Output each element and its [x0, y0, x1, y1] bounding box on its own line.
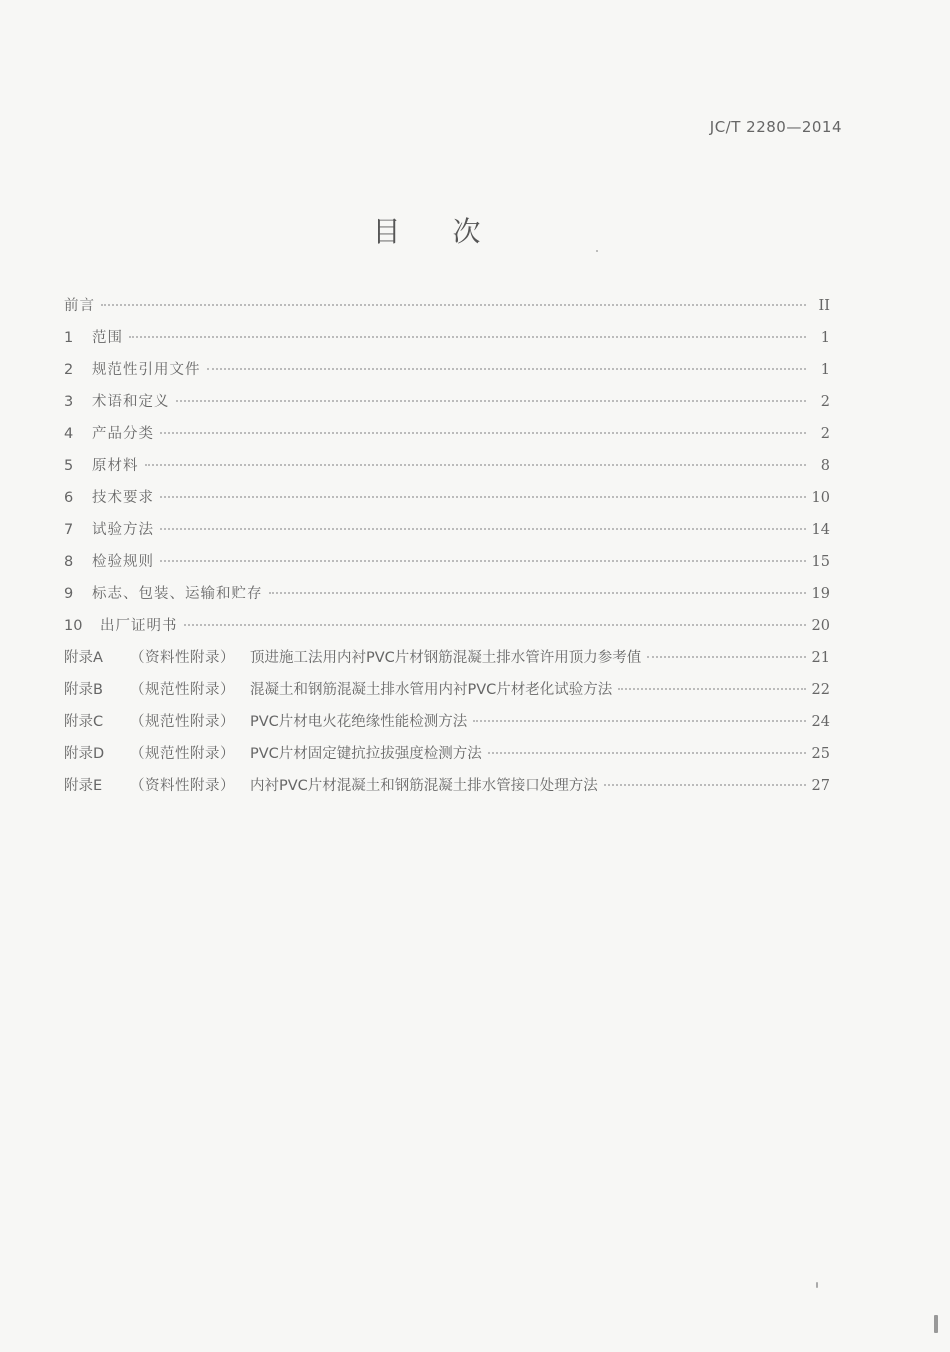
scan-speck	[816, 1282, 818, 1288]
dot-leader	[101, 304, 806, 306]
toc-entry-number: 9	[64, 586, 74, 602]
toc-entry-page: 19	[811, 586, 830, 602]
appendix-title: PVC片材电火花绝缘性能检测方法	[250, 714, 468, 730]
appendix-type: （资料性附录）	[130, 650, 235, 666]
dot-leader	[176, 400, 807, 402]
toc-entry-label: 标志、包装、运输和贮存	[92, 586, 263, 602]
toc-entry-10[interactable]	[64, 614, 830, 646]
dot-leader	[184, 624, 806, 626]
toc-entry-3[interactable]	[64, 390, 830, 422]
toc-entry-1[interactable]	[64, 326, 830, 358]
dot-leader	[160, 432, 806, 434]
toc-entry-appendix-e[interactable]	[64, 774, 830, 806]
appendix-type: （规范性附录）	[130, 746, 235, 762]
toc-entry-page: 21	[811, 650, 830, 666]
appendix-title: PVC片材固定键抗拉拔强度检测方法	[250, 746, 482, 762]
toc-entry-page: 15	[811, 554, 830, 570]
toc-entry-page: 24	[811, 714, 830, 730]
toc-entry-8[interactable]	[64, 550, 830, 582]
scan-speck	[596, 250, 598, 252]
toc-entry-page: 1	[820, 330, 830, 346]
appendix-id: 附录A	[64, 650, 103, 666]
toc-entry-page: II	[818, 298, 830, 314]
toc-entry-number: 6	[64, 490, 74, 506]
appendix-title: 混凝土和钢筋混凝土排水管用内衬PVC片材老化试验方法	[250, 682, 613, 698]
dot-leader	[488, 752, 806, 754]
toc-entry-label: 前言	[64, 298, 95, 314]
toc-entry-number: 2	[64, 362, 74, 378]
toc-entry-appendix-a[interactable]	[64, 646, 830, 678]
toc-entry-page: 22	[811, 682, 830, 698]
toc-entry-number: 3	[64, 394, 74, 410]
toc-entry-label: 试验方法	[92, 522, 154, 538]
toc-entry-page: 14	[811, 522, 830, 538]
dot-leader	[145, 464, 807, 466]
dot-leader	[160, 528, 806, 530]
toc-entry-number: 5	[64, 458, 74, 474]
toc-entry-foreword[interactable]	[64, 294, 830, 326]
toc-entry-number: 4	[64, 426, 74, 442]
appendix-type: （资料性附录）	[130, 778, 235, 794]
toc-entry-page: 8	[820, 458, 830, 474]
toc-entry-label: 术语和定义	[92, 394, 170, 410]
toc-entry-appendix-c[interactable]	[64, 710, 830, 742]
toc-entry-page: 2	[820, 426, 830, 442]
toc-entry-2[interactable]	[64, 358, 830, 390]
toc-entry-4[interactable]	[64, 422, 830, 454]
scan-speck	[934, 1315, 938, 1333]
toc-entry-page: 27	[811, 778, 830, 794]
toc-entry-5[interactable]	[64, 454, 830, 486]
dot-leader	[269, 592, 806, 594]
toc-entry-label: 原材料	[92, 458, 139, 474]
dot-leader	[160, 560, 806, 562]
dot-leader	[473, 720, 805, 722]
toc-entry-number: 8	[64, 554, 74, 570]
toc-entry-page: 1	[820, 362, 830, 378]
dot-leader	[129, 336, 806, 338]
toc-entry-appendix-d[interactable]	[64, 742, 830, 774]
toc-entry-6[interactable]	[64, 486, 830, 518]
appendix-title: 顶进施工法用内衬PVC片材钢筋混凝土排水管许用顶力参考值	[250, 650, 642, 666]
toc-entry-label: 检验规则	[92, 554, 154, 570]
appendix-id: 附录D	[64, 746, 105, 762]
appendix-id: 附录E	[64, 778, 103, 794]
dot-leader	[604, 784, 806, 786]
dot-leader	[618, 688, 805, 690]
toc-entry-number: 7	[64, 522, 74, 538]
toc-entry-7[interactable]	[64, 518, 830, 550]
toc-title: 目次	[372, 215, 533, 248]
toc-entry-page: 25	[811, 746, 830, 762]
standard-code: JC/T 2280—2014	[709, 118, 842, 136]
toc-entry-label: 产品分类	[92, 426, 154, 442]
appendix-id: 附录C	[64, 714, 104, 730]
toc-entry-label: 规范性引用文件	[92, 362, 201, 378]
toc-entry-label: 出厂证明书	[100, 618, 178, 634]
table-of-contents	[64, 294, 830, 806]
toc-entry-page: 10	[811, 490, 830, 506]
dot-leader	[647, 656, 805, 658]
dot-leader	[207, 368, 807, 370]
toc-entry-page: 20	[811, 618, 830, 634]
toc-entry-number: 1	[64, 330, 74, 346]
toc-entry-label: 范围	[92, 330, 123, 346]
appendix-id: 附录B	[64, 682, 103, 698]
toc-entry-page: 2	[820, 394, 830, 410]
appendix-type: （规范性附录）	[130, 682, 235, 698]
toc-entry-label: 技术要求	[92, 490, 154, 506]
toc-entry-appendix-b[interactable]	[64, 678, 830, 710]
toc-entry-number: 10	[64, 618, 83, 634]
appendix-type: （规范性附录）	[130, 714, 235, 730]
toc-entry-9[interactable]	[64, 582, 830, 614]
dot-leader	[160, 496, 806, 498]
appendix-title: 内衬PVC片材混凝土和钢筋混凝土排水管接口处理方法	[250, 778, 598, 794]
